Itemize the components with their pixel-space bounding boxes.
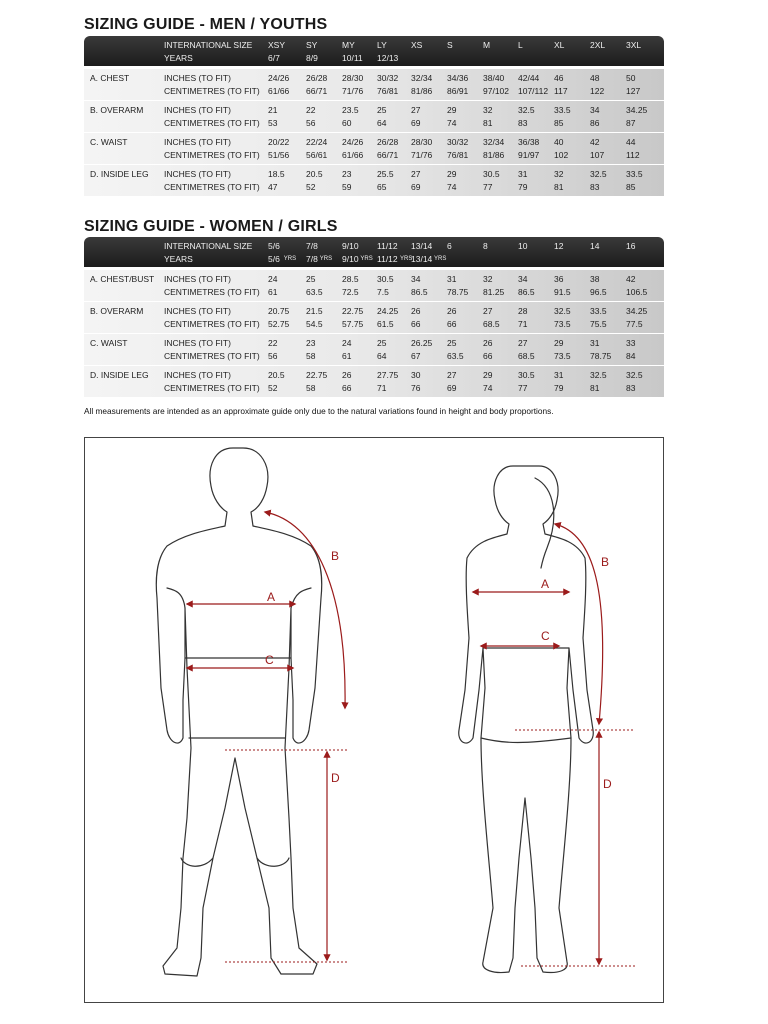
measurement-disclaimer: All measurements are intended as an approximate guide only due to the natural variations found in height and body proportions. bbox=[84, 406, 554, 416]
measure-name: A. CHEST/BUST bbox=[90, 274, 155, 284]
table-cell: 91.5 bbox=[554, 287, 571, 297]
table-cell: 18.5 bbox=[268, 169, 285, 179]
size-header: SY bbox=[306, 40, 318, 50]
male-label-d: D bbox=[331, 771, 340, 785]
years-value: 10/11 bbox=[342, 53, 363, 63]
table-cell: 96.5 bbox=[590, 287, 607, 297]
table-cell: 34 bbox=[411, 274, 421, 284]
table-cell: 76/81 bbox=[377, 86, 399, 96]
table-cell: 117 bbox=[554, 86, 568, 96]
table-cell: 30 bbox=[411, 370, 421, 380]
table-cell: 38 bbox=[590, 274, 600, 284]
table-cell: 61 bbox=[342, 351, 352, 361]
size-header: 3XL bbox=[626, 40, 642, 50]
table-cell: 33.5 bbox=[626, 169, 643, 179]
female-label-a: A bbox=[541, 577, 550, 591]
table-cell: 25 bbox=[306, 274, 316, 284]
unit-label: INCHES (TO FIT) bbox=[164, 274, 231, 284]
table-cell: 107/112 bbox=[518, 86, 549, 96]
table-cell: 71 bbox=[377, 383, 387, 393]
table-cell: 33.5 bbox=[590, 306, 607, 316]
size-header: 9/10 bbox=[342, 241, 359, 251]
international-size-label: INTERNATIONAL SIZE bbox=[164, 241, 253, 251]
table-cell: 63.5 bbox=[306, 287, 323, 297]
table-cell: 77 bbox=[518, 383, 528, 393]
table-cell: 69 bbox=[411, 182, 421, 192]
table-cell: 25 bbox=[377, 105, 387, 115]
years-label: YEARS bbox=[164, 254, 193, 264]
table-cell: 122 bbox=[590, 86, 605, 96]
female-measure-d bbox=[515, 730, 635, 966]
years-value: 13/14 bbox=[411, 254, 433, 264]
table-cell: 31 bbox=[447, 274, 457, 284]
table-cell: 38/40 bbox=[483, 73, 505, 83]
table-cell: 30/32 bbox=[447, 137, 469, 147]
table-cell: 74 bbox=[447, 182, 457, 192]
table-cell: 32.5 bbox=[554, 306, 571, 316]
table-cell: 53 bbox=[268, 118, 278, 128]
table-cell: 21 bbox=[268, 105, 278, 115]
table-cell: 21.5 bbox=[306, 306, 323, 316]
table-cell: 31 bbox=[518, 169, 528, 179]
table-cell: 86 bbox=[590, 118, 600, 128]
men-table-header bbox=[84, 36, 664, 66]
women-group-row bbox=[84, 334, 664, 366]
table-cell: 81/86 bbox=[411, 86, 433, 96]
size-header: XL bbox=[554, 40, 565, 50]
table-cell: 27 bbox=[411, 105, 421, 115]
table-cell: 63.5 bbox=[447, 351, 464, 361]
table-cell: 56 bbox=[268, 351, 278, 361]
table-cell: 26 bbox=[447, 306, 457, 316]
table-cell: 28.5 bbox=[342, 274, 359, 284]
table-cell: 20.5 bbox=[268, 370, 285, 380]
table-cell: 69 bbox=[411, 118, 421, 128]
table-cell: 97/102 bbox=[483, 86, 509, 96]
table-cell: 33.5 bbox=[554, 105, 571, 115]
table-cell: 31 bbox=[590, 338, 600, 348]
measure-name: D. INSIDE LEG bbox=[90, 370, 149, 380]
table-cell: 84 bbox=[626, 351, 636, 361]
table-cell: 86.5 bbox=[411, 287, 428, 297]
table-cell: 24 bbox=[268, 274, 278, 284]
table-cell: 58 bbox=[306, 351, 316, 361]
table-cell: 34 bbox=[518, 274, 528, 284]
years-suffix: YRS bbox=[283, 256, 297, 262]
women-group-row bbox=[84, 270, 664, 302]
unit-label: CENTIMETRES (TO FIT) bbox=[164, 319, 260, 329]
unit-label: CENTIMETRES (TO FIT) bbox=[164, 118, 260, 128]
table-cell: 75.5 bbox=[590, 319, 607, 329]
table-cell: 79 bbox=[554, 383, 564, 393]
size-header: M bbox=[483, 40, 491, 50]
table-cell: 29 bbox=[447, 105, 457, 115]
table-cell: 56 bbox=[306, 118, 316, 128]
table-cell: 24 bbox=[342, 338, 352, 348]
table-cell: 30/32 bbox=[377, 73, 399, 83]
table-cell: 26 bbox=[483, 338, 493, 348]
years-suffix: YRS bbox=[360, 256, 373, 262]
table-cell: 23.5 bbox=[342, 105, 359, 115]
women-table-header bbox=[84, 237, 664, 267]
unit-label: INCHES (TO FIT) bbox=[164, 137, 231, 147]
measure-name: D. INSIDE LEG bbox=[90, 169, 149, 179]
years-value: 7/8 bbox=[306, 254, 318, 264]
years-value: 9/10 bbox=[342, 254, 359, 264]
male-label-a: A bbox=[267, 590, 276, 604]
female-figure bbox=[459, 466, 594, 973]
table-cell: 27 bbox=[483, 306, 493, 316]
table-cell: 22 bbox=[268, 338, 278, 348]
table-cell: 27 bbox=[518, 338, 528, 348]
female-label-b: B bbox=[601, 555, 610, 569]
unit-label: INCHES (TO FIT) bbox=[164, 169, 231, 179]
table-cell: 31 bbox=[554, 370, 564, 380]
table-cell: 66/71 bbox=[306, 86, 328, 96]
female-label-d: D bbox=[603, 777, 612, 791]
measurement-diagram bbox=[84, 437, 664, 1003]
unit-label: CENTIMETRES (TO FIT) bbox=[164, 182, 260, 192]
years-value: 8/9 bbox=[306, 53, 318, 63]
table-cell: 73.5 bbox=[554, 351, 571, 361]
measure-name: C. WAIST bbox=[90, 338, 128, 348]
table-cell: 81 bbox=[590, 383, 600, 393]
women-size-table bbox=[84, 237, 664, 398]
table-cell: 79 bbox=[518, 182, 528, 192]
table-cell: 22 bbox=[306, 105, 316, 115]
table-cell: 61/66 bbox=[342, 150, 364, 160]
table-cell: 77.5 bbox=[626, 319, 643, 329]
male-measure-b bbox=[265, 512, 345, 708]
table-cell: 32 bbox=[554, 169, 564, 179]
table-cell: 33 bbox=[626, 338, 636, 348]
size-header: 5/6 bbox=[268, 241, 280, 251]
table-cell: 47 bbox=[268, 182, 278, 192]
table-cell: 44 bbox=[626, 137, 636, 147]
table-cell: 74 bbox=[447, 118, 457, 128]
size-header: 8 bbox=[483, 241, 488, 251]
table-cell: 26/28 bbox=[306, 73, 328, 83]
women-group-row bbox=[84, 302, 664, 334]
table-cell: 76/81 bbox=[447, 150, 469, 160]
table-cell: 25 bbox=[447, 338, 457, 348]
years-suffix: YRS bbox=[400, 256, 413, 262]
table-cell: 86/91 bbox=[447, 86, 469, 96]
table-cell: 24.25 bbox=[377, 306, 399, 316]
male-label-c: C bbox=[265, 653, 274, 667]
unit-label: CENTIMETRES (TO FIT) bbox=[164, 383, 260, 393]
table-cell: 74 bbox=[483, 383, 493, 393]
female-measure-a bbox=[473, 577, 569, 592]
years-value: 11/12 bbox=[377, 254, 398, 264]
unit-label: CENTIMETRES (TO FIT) bbox=[164, 351, 260, 361]
international-size-label: INTERNATIONAL SIZE bbox=[164, 40, 253, 50]
table-cell: 61/66 bbox=[268, 86, 290, 96]
table-cell: 77 bbox=[483, 182, 493, 192]
unit-label: INCHES (TO FIT) bbox=[164, 105, 231, 115]
table-cell: 32.5 bbox=[590, 370, 607, 380]
years-label: YEARS bbox=[164, 53, 193, 63]
table-cell: 85 bbox=[554, 118, 564, 128]
table-cell: 81 bbox=[483, 118, 493, 128]
size-header: 12 bbox=[554, 241, 564, 251]
body-figures bbox=[85, 438, 663, 1002]
years-value: 12/13 bbox=[377, 53, 399, 63]
female-label-c: C bbox=[541, 629, 550, 643]
table-cell: 30.5 bbox=[518, 370, 535, 380]
table-cell: 32.5 bbox=[590, 169, 607, 179]
table-cell: 24/26 bbox=[268, 73, 290, 83]
table-cell: 32/34 bbox=[483, 137, 505, 147]
women-group-row bbox=[84, 366, 664, 398]
female-measure-c bbox=[481, 629, 559, 646]
table-cell: 65 bbox=[377, 182, 387, 192]
table-cell: 64 bbox=[377, 351, 387, 361]
table-cell: 67 bbox=[411, 351, 421, 361]
table-cell: 81.25 bbox=[483, 287, 505, 297]
table-cell: 24/26 bbox=[342, 137, 364, 147]
unit-label: CENTIMETRES (TO FIT) bbox=[164, 86, 260, 96]
table-cell: 83 bbox=[590, 182, 600, 192]
unit-label: INCHES (TO FIT) bbox=[164, 73, 231, 83]
table-cell: 66 bbox=[411, 319, 421, 329]
table-cell: 52 bbox=[306, 182, 316, 192]
male-label-b: B bbox=[331, 549, 340, 563]
table-cell: 127 bbox=[626, 86, 641, 96]
size-header: 6 bbox=[447, 241, 452, 251]
table-cell: 34/36 bbox=[447, 73, 469, 83]
male-measure-c bbox=[187, 653, 293, 668]
table-cell: 30.5 bbox=[377, 274, 394, 284]
men-section-title: SIZING GUIDE - MEN / YOUTHS bbox=[84, 16, 328, 33]
table-cell: 61 bbox=[268, 287, 278, 297]
table-cell: 34 bbox=[590, 105, 600, 115]
table-cell: 29 bbox=[447, 169, 457, 179]
table-cell: 26 bbox=[411, 306, 421, 316]
size-header: 16 bbox=[626, 241, 636, 251]
table-cell: 20/22 bbox=[268, 137, 290, 147]
table-cell: 32 bbox=[483, 105, 493, 115]
table-cell: 76 bbox=[411, 383, 421, 393]
table-cell: 81 bbox=[554, 182, 564, 192]
table-cell: 57.75 bbox=[342, 319, 364, 329]
table-cell: 32 bbox=[483, 274, 493, 284]
size-header: XSY bbox=[268, 40, 286, 50]
table-cell: 32.5 bbox=[626, 370, 643, 380]
measure-name: C. WAIST bbox=[90, 137, 128, 147]
table-cell: 29 bbox=[483, 370, 493, 380]
table-cell: 56/61 bbox=[306, 150, 328, 160]
table-cell: 36/38 bbox=[518, 137, 540, 147]
table-cell: 52 bbox=[268, 383, 278, 393]
table-cell: 73.5 bbox=[554, 319, 571, 329]
men-group-row bbox=[84, 69, 664, 101]
table-cell: 78.75 bbox=[590, 351, 612, 361]
size-header: 11/12 bbox=[377, 241, 398, 251]
size-header: 2XL bbox=[590, 40, 606, 50]
table-cell: 71 bbox=[518, 319, 528, 329]
table-cell: 66/71 bbox=[377, 150, 399, 160]
table-cell: 85 bbox=[626, 182, 636, 192]
table-cell: 52.75 bbox=[268, 319, 290, 329]
table-cell: 28 bbox=[518, 306, 528, 316]
table-cell: 54.5 bbox=[306, 319, 323, 329]
measure-name: B. OVERARM bbox=[90, 105, 144, 115]
table-cell: 26/28 bbox=[377, 137, 399, 147]
unit-label: INCHES (TO FIT) bbox=[164, 370, 231, 380]
unit-label: CENTIMETRES (TO FIT) bbox=[164, 287, 260, 297]
size-header: 7/8 bbox=[306, 241, 318, 251]
table-cell: 69 bbox=[447, 383, 457, 393]
table-cell: 91/97 bbox=[518, 150, 540, 160]
table-cell: 34.25 bbox=[626, 306, 648, 316]
table-cell: 59 bbox=[342, 182, 352, 192]
table-cell: 60 bbox=[342, 118, 352, 128]
years-suffix: YRS bbox=[319, 256, 333, 262]
size-header: S bbox=[447, 40, 453, 50]
table-cell: 71/76 bbox=[411, 150, 433, 160]
table-cell: 28/30 bbox=[342, 73, 364, 83]
years-value: 5/6 bbox=[268, 254, 280, 264]
size-header: 14 bbox=[590, 241, 600, 251]
table-cell: 36 bbox=[554, 274, 564, 284]
size-header: XS bbox=[411, 40, 423, 50]
table-cell: 20.5 bbox=[306, 169, 323, 179]
table-cell: 51/56 bbox=[268, 150, 290, 160]
table-cell: 78.75 bbox=[447, 287, 469, 297]
table-cell: 32.5 bbox=[518, 105, 535, 115]
table-cell: 30.5 bbox=[483, 169, 500, 179]
table-cell: 20.75 bbox=[268, 306, 290, 316]
table-cell: 61.5 bbox=[377, 319, 394, 329]
table-cell: 58 bbox=[306, 383, 316, 393]
table-cell: 25 bbox=[377, 338, 387, 348]
table-cell: 107 bbox=[590, 150, 605, 160]
table-cell: 34.25 bbox=[626, 105, 648, 115]
table-cell: 106.5 bbox=[626, 287, 648, 297]
unit-label: INCHES (TO FIT) bbox=[164, 306, 231, 316]
years-value: 6/7 bbox=[268, 53, 280, 63]
table-cell: 40 bbox=[554, 137, 564, 147]
table-cell: 29 bbox=[554, 338, 564, 348]
male-measure-d bbox=[225, 750, 347, 962]
size-header: 10 bbox=[518, 241, 528, 251]
table-cell: 68.5 bbox=[483, 319, 500, 329]
table-cell: 42 bbox=[590, 137, 600, 147]
male-measure-a bbox=[187, 590, 295, 604]
table-cell: 32/34 bbox=[411, 73, 433, 83]
unit-label: INCHES (TO FIT) bbox=[164, 338, 231, 348]
table-cell: 87 bbox=[626, 118, 636, 128]
table-cell: 71/76 bbox=[342, 86, 364, 96]
women-section-title: SIZING GUIDE - WOMEN / GIRLS bbox=[84, 218, 338, 235]
table-cell: 25.5 bbox=[377, 169, 394, 179]
table-cell: 22.75 bbox=[306, 370, 328, 380]
table-cell: 7.5 bbox=[377, 287, 389, 297]
men-group-row bbox=[84, 101, 664, 133]
table-cell: 66 bbox=[447, 319, 457, 329]
men-group-row bbox=[84, 133, 664, 165]
table-cell: 72.5 bbox=[342, 287, 359, 297]
measure-name: A. CHEST bbox=[90, 73, 130, 83]
table-cell: 50 bbox=[626, 73, 636, 83]
table-cell: 66 bbox=[342, 383, 352, 393]
table-cell: 42 bbox=[626, 274, 636, 284]
size-header: L bbox=[518, 40, 523, 50]
table-cell: 102 bbox=[554, 150, 569, 160]
table-cell: 27.75 bbox=[377, 370, 399, 380]
table-cell: 22/24 bbox=[306, 137, 328, 147]
size-header: MY bbox=[342, 40, 355, 50]
table-cell: 66 bbox=[483, 351, 493, 361]
measure-name: B. OVERARM bbox=[90, 306, 144, 316]
table-cell: 83 bbox=[626, 383, 636, 393]
table-cell: 46 bbox=[554, 73, 564, 83]
table-cell: 42/44 bbox=[518, 73, 540, 83]
table-cell: 68.5 bbox=[518, 351, 535, 361]
men-group-row bbox=[84, 165, 664, 197]
table-cell: 28/30 bbox=[411, 137, 433, 147]
table-cell: 22.75 bbox=[342, 306, 364, 316]
table-cell: 26.25 bbox=[411, 338, 433, 348]
table-cell: 112 bbox=[626, 150, 640, 160]
table-cell: 27 bbox=[447, 370, 457, 380]
table-cell: 26 bbox=[342, 370, 352, 380]
table-cell: 23 bbox=[306, 338, 316, 348]
size-header: LY bbox=[377, 40, 387, 50]
men-size-table bbox=[84, 36, 664, 197]
table-cell: 83 bbox=[518, 118, 528, 128]
table-cell: 27 bbox=[411, 169, 421, 179]
table-cell: 86.5 bbox=[518, 287, 535, 297]
size-header: 13/14 bbox=[411, 241, 433, 251]
unit-label: CENTIMETRES (TO FIT) bbox=[164, 150, 260, 160]
years-suffix: YRS bbox=[434, 256, 447, 262]
table-cell: 23 bbox=[342, 169, 352, 179]
table-cell: 48 bbox=[590, 73, 600, 83]
table-cell: 64 bbox=[377, 118, 387, 128]
table-cell: 81/86 bbox=[483, 150, 505, 160]
